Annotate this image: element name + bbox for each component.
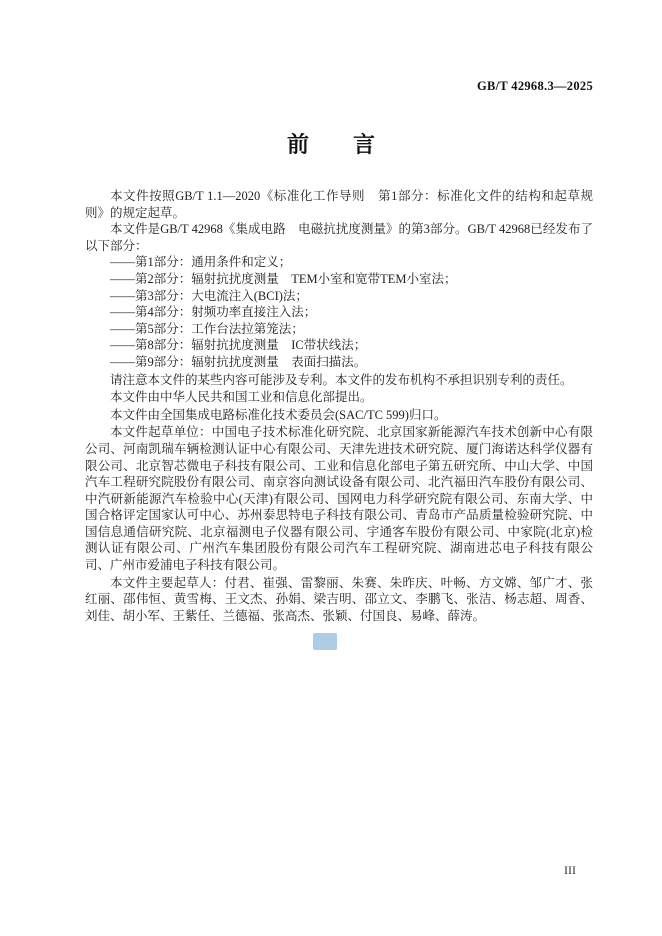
list-item-part1: ——第1部分：通用条件和定义；	[110, 255, 292, 270]
paragraph-drafting-organizations: 本文件起草单位：中国电子技术标准化研究院、北京国家新能源汽车技术创新中心有限公司、河南凯瑞车辆检测认证中心有限公司、天津先进技术研究院、厦门海诺达科学仪器有限公司、北京智芯微电子科技有限公司、工业和信息化部电子第五研究所、中山大学、中国汽车工程研究院股份有限公司、南京容向测试设备有限公司、北汽福田汽车股份有限公司、中汽研新能源汽车检验中心(天津)有限公司、国网电力科学研究院有限公司、东南大学、中国合格评定国家认可中心、苏州泰思特电子科技有限公司、青岛市产品质量检验研究院、中国信息通信研究院、北京福测电子仪器有限公司、宇通客车股份有限公司、中家院(北京)检测认证有限公司、广州汽车集团股份有限公司汽车工程研究院、湖南进芯电子科技有限公司、广州市爱浦电子科技有限公司。	[85, 425, 593, 573]
paragraph-drafters: 本文件主要起草人：付君、崔强、雷黎丽、朱赛、朱昨庆、叶畅、方文嫦、邹广才、张红丽、邵伟恒、黄雪梅、王文杰、孙娟、梁吉明、邵立文、李鹏飞、张洁、杨志超、周香、刘佳、胡小军、王紫任、兰德福、张高杰、张颖、付国良、易峰、薛涛。	[85, 575, 593, 623]
document-body	[85, 188, 593, 624]
list-item-part4: ——第4部分：射频功率直接注入法；	[110, 305, 317, 320]
paragraph-series-intro: 本文件是GB/T 42968《集成电路 电磁抗扰度测量》的第3部分。GB/T 42968已经发布了以下部分：	[85, 222, 593, 253]
list-item-part8: ——第8部分：辐射抗扰度测量 IC带状线法；	[110, 338, 367, 353]
page-number: III	[564, 863, 576, 877]
paragraph-scope: 本文件按照GB/T 1.1—2020《标准化工作导则 第1部分：标准化文件的结构和起草规则》的规定起草。	[85, 189, 593, 220]
list-item-part2: ——第2部分：辐射抗扰度测量 TEM小室和宽带TEM小室法；	[110, 271, 457, 286]
list-item-part5: ——第5部分：工作台法拉第笼法；	[110, 321, 304, 336]
paragraph-committee: 本文件由全国集成电路标准化技术委员会(SAC/TC 599)归口。	[110, 407, 447, 422]
standard-number: GB/T 42968.3—2025	[477, 79, 593, 93]
list-item-part3: ——第3部分：大电流注入(BCI)法；	[110, 288, 308, 303]
watermark-stamp	[313, 633, 337, 650]
document-header	[477, 79, 593, 94]
paragraph-patent-notice: 请注意本文件的某些内容可能涉及专利。本文件的发布机构不承担识别专利的责任。	[110, 372, 573, 387]
paragraph-proposed-by: 本文件由中华人民共和国工业和信息化部提出。	[110, 390, 373, 405]
list-item-part9: ——第9部分：辐射抗扰度测量 表面扫描法。	[110, 354, 367, 369]
page-title: 前 言	[286, 132, 375, 157]
